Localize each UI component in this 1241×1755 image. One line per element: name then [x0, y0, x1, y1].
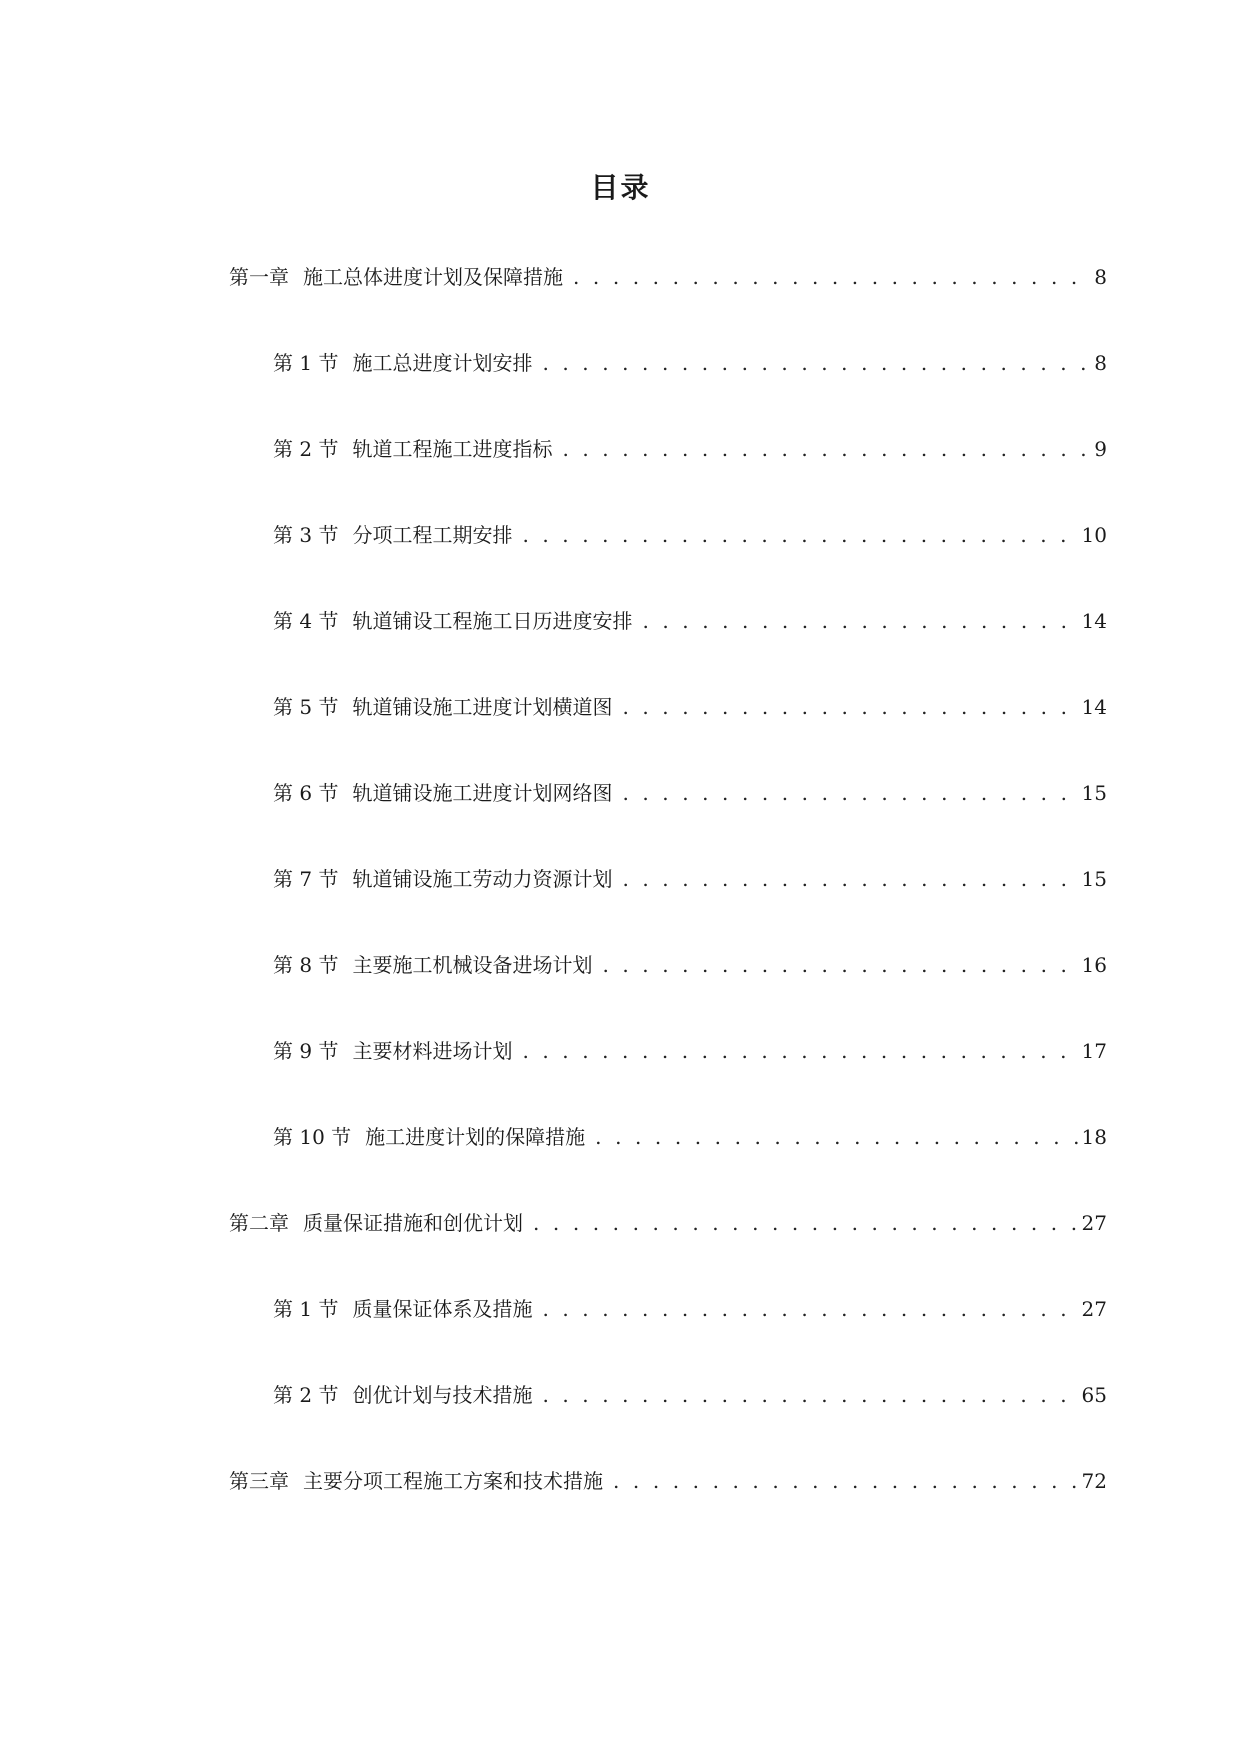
toc-entry-page: 8 [1094, 351, 1107, 375]
toc-entry-title: 轨道工程施工进度指标 [352, 437, 553, 461]
toc-entry-number: 第 8 节 [273, 953, 339, 977]
toc-entry-section[interactable] [273, 604, 1107, 638]
toc-entry-section[interactable] [273, 690, 1107, 724]
toc-entry-title: 轨道铺设施工进度计划横道图 [352, 695, 613, 719]
dot-leader [533, 1206, 1078, 1240]
toc-entry-title: 分项工程工期安排 [352, 523, 513, 547]
toc-entry-page: 17 [1081, 1039, 1107, 1063]
toc-entry-number: 第三章 [229, 1469, 289, 1493]
dot-leader [622, 690, 1077, 724]
toc-entry-number: 第一章 [229, 265, 289, 289]
toc-entry-number: 第 2 节 [273, 1383, 339, 1407]
toc-entry-title: 轨道铺设工程施工日历进度安排 [352, 609, 633, 633]
toc-entry-number: 第 2 节 [273, 437, 339, 461]
dot-leader [522, 518, 1077, 552]
toc-entry-number: 第 4 节 [273, 609, 339, 633]
toc-entry-section[interactable] [273, 1292, 1107, 1326]
dot-leader [622, 776, 1077, 810]
toc-entry-number: 第 9 节 [273, 1039, 339, 1063]
toc-entry-section[interactable] [273, 1034, 1107, 1068]
toc-entry-number: 第 10 节 [273, 1125, 352, 1149]
toc-entry-page: 14 [1081, 695, 1107, 719]
toc-entry-title: 创优计划与技术措施 [352, 1383, 533, 1407]
toc-entry-number: 第 6 节 [273, 781, 339, 805]
dot-leader [573, 260, 1090, 294]
toc-entry-page: 27 [1081, 1211, 1107, 1235]
dot-leader [522, 1034, 1077, 1068]
toc-entry-chapter-1[interactable] [229, 260, 1107, 294]
toc-entry-page: 10 [1081, 523, 1107, 547]
toc-entry-section[interactable] [273, 432, 1107, 466]
toc-entry-section[interactable] [273, 948, 1107, 982]
toc-entry-title: 质量保证体系及措施 [352, 1297, 533, 1321]
dot-leader [613, 1464, 1078, 1498]
dot-leader [622, 862, 1077, 896]
toc-entry-title: 轨道铺设施工劳动力资源计划 [352, 867, 613, 891]
toc-title: 目录 [590, 171, 651, 204]
toc-entry-title: 主要材料进场计划 [352, 1039, 513, 1063]
toc-entry-title: 施工进度计划的保障措施 [365, 1125, 586, 1149]
toc-entry-chapter-2[interactable] [229, 1206, 1107, 1240]
dot-leader [642, 604, 1077, 638]
toc-entry-section[interactable] [273, 518, 1107, 552]
toc-entry-section[interactable] [273, 776, 1107, 810]
toc-entry-section[interactable] [273, 1120, 1107, 1154]
toc-entry-page: 18 [1081, 1125, 1107, 1149]
toc-entry-number: 第二章 [229, 1211, 289, 1235]
dot-leader [542, 1378, 1077, 1412]
dot-leader [562, 432, 1090, 466]
toc-entry-title: 轨道铺设施工进度计划网络图 [352, 781, 613, 805]
toc-entry-page: 14 [1081, 609, 1107, 633]
toc-entry-page: 15 [1081, 867, 1107, 891]
toc-entry-number: 第 1 节 [273, 1297, 339, 1321]
toc-entry-page: 9 [1094, 437, 1107, 461]
toc-entry-title: 主要分项工程施工方案和技术措施 [303, 1469, 603, 1493]
toc-entry-number: 第 7 节 [273, 867, 339, 891]
toc-entry-page: 8 [1094, 265, 1107, 289]
dot-leader [595, 1120, 1077, 1154]
toc-entry-page: 72 [1081, 1469, 1107, 1493]
toc-entry-section[interactable] [273, 1378, 1107, 1412]
toc-entry-section[interactable] [273, 862, 1107, 896]
toc-entry-chapter-3[interactable] [229, 1464, 1107, 1498]
toc-entry-title: 主要施工机械设备进场计划 [352, 953, 593, 977]
toc-entry-title: 施工总体进度计划及保障措施 [303, 265, 563, 289]
toc-entry-section[interactable] [273, 346, 1107, 380]
toc-entry-number: 第 5 节 [273, 695, 339, 719]
toc-entry-title: 质量保证措施和创优计划 [303, 1211, 523, 1235]
toc-entry-page: 15 [1081, 781, 1107, 805]
toc-entry-page: 16 [1081, 953, 1107, 977]
toc-entry-number: 第 3 节 [273, 523, 339, 547]
toc-entry-page: 27 [1081, 1297, 1107, 1321]
toc-entry-number: 第 1 节 [273, 351, 339, 375]
toc-entry-page: 65 [1081, 1383, 1107, 1407]
dot-leader [542, 1292, 1077, 1326]
toc-entry-title: 施工总进度计划安排 [352, 351, 533, 375]
dot-leader [542, 346, 1090, 380]
dot-leader [602, 948, 1077, 982]
